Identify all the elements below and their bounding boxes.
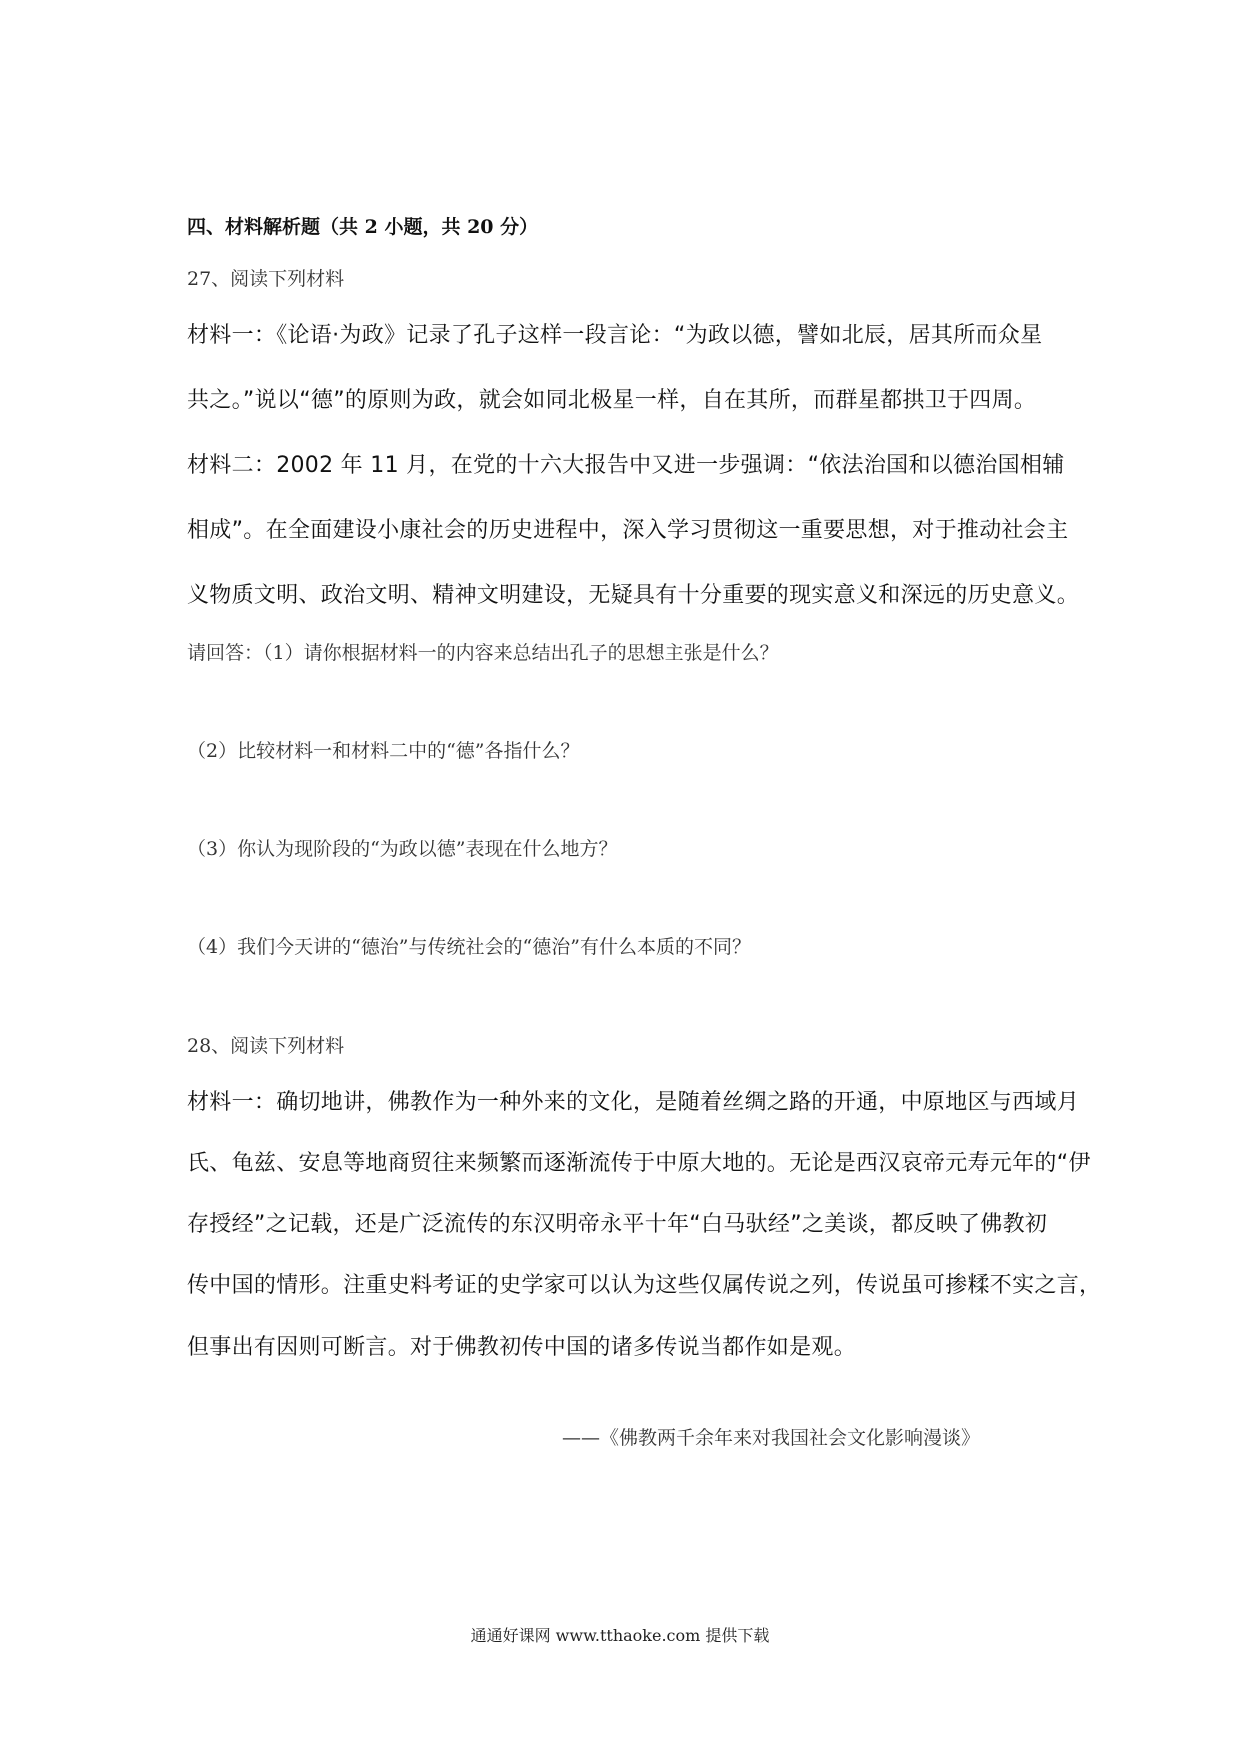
q27-question-4: （4）我们今天讲的“德治”与传统社会的“德治”有什么本质的不同？ bbox=[187, 936, 751, 958]
q27-material1-line-2: 共之。”说以“德”的原则为政，就会如同北极星一样，自在其所，而群星都拱卫于四周。 bbox=[187, 388, 1037, 413]
q28-source-citation: ——《佛教两千余年来对我国社会文化影响漫谈》 bbox=[562, 1427, 981, 1449]
q28-material1-line-1: 材料一：确切地讲，佛教作为一种外来的文化，是随着丝绸之路的开通，中原地区与西域月 bbox=[187, 1090, 1080, 1115]
q28-material1-line-5: 但事出有因则可断言。对于佛教初传中国的诸多传说当都作如是观。 bbox=[187, 1335, 857, 1360]
q27-question-1: 请回答：（1）请你根据材料一的内容来总结出孔子的思想主张是什么？ bbox=[187, 642, 779, 664]
section-heading: 四、材料解析题（共 2 小题，共 20 分） bbox=[187, 216, 539, 238]
question-28-title: 28、阅读下列材料 bbox=[187, 1035, 345, 1057]
page-footer: 通通好课网 www.tthaoke.com 提供下载 bbox=[470, 1626, 770, 1645]
q28-material1-line-2: 氏、龟兹、安息等地商贸往来频繁而逐渐流传于中原大地的。无论是西汉哀帝元寿元年的“伊 bbox=[187, 1151, 1091, 1176]
q27-material1-line-1: 材料一：《论语·为政》记录了孔子这样一段言论：“为政以德，譬如北辰，居其所而众星 bbox=[187, 323, 1043, 348]
q28-material1-line-4: 传中国的情形。注重史料考证的史学家可以认为这些仅属传说之列，传说虽可掺糅不实之言， bbox=[187, 1273, 1102, 1298]
q27-material2-line-2: 相成”。在全面建设小康社会的历史进程中，深入学习贯彻这一重要思想，对于推动社会主 bbox=[187, 518, 1069, 543]
q27-question-3: （3）你认为现阶段的“为政以德”表现在什么地方？ bbox=[187, 838, 618, 860]
q27-question-2: （2）比较材料一和材料二中的“德”各指什么？ bbox=[187, 740, 580, 762]
q28-material1-line-3: 存授经”之记载，还是广泛流传的东汉明帝永平十年“白马驮经”之美谈，都反映了佛教初 bbox=[187, 1212, 1048, 1237]
question-27-title: 27、阅读下列材料 bbox=[187, 268, 345, 290]
q27-material2-line-3: 义物质文明、政治文明、精神文明建设，无疑具有十分重要的现实意义和深远的历史意义。 bbox=[187, 583, 1080, 608]
q27-material2-line-1: 材料二：2002 年 11 月，在党的十六大报告中又进一步强调：“依法治国和以德治国相辅 bbox=[187, 453, 1065, 478]
